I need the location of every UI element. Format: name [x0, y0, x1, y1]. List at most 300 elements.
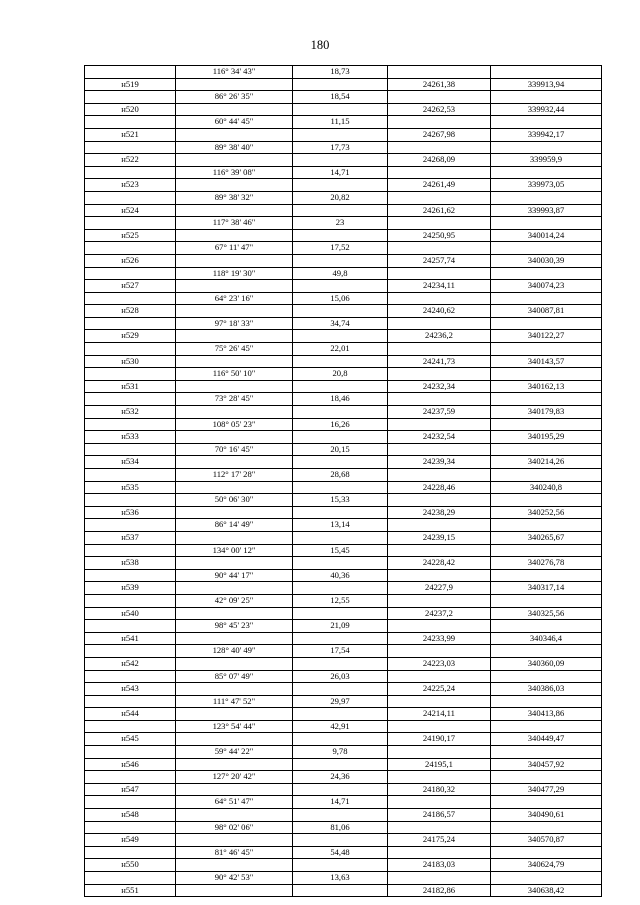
distance-cell	[293, 254, 388, 267]
point-cell	[85, 141, 176, 154]
point-cell	[85, 771, 176, 784]
y-coordinate-cell: 340346,4	[491, 632, 602, 645]
y-coordinate-cell	[491, 418, 602, 431]
angle-cell: 50° 06' 30"	[176, 494, 293, 507]
angle-cell	[176, 733, 293, 746]
point-cell	[85, 166, 176, 179]
y-coordinate-cell: 340325,56	[491, 607, 602, 620]
x-coordinate-cell: 24223,03	[388, 657, 491, 670]
y-coordinate-cell: 340317,14	[491, 582, 602, 595]
distance-cell: 18,46	[293, 393, 388, 406]
point-cell	[85, 292, 176, 305]
angle-cell	[176, 128, 293, 141]
angle-cell: 117° 38' 46"	[176, 217, 293, 230]
table-row	[85, 191, 602, 204]
table-row	[85, 569, 602, 582]
point-cell	[85, 368, 176, 381]
angle-cell	[176, 582, 293, 595]
x-coordinate-cell: 24239,15	[388, 531, 491, 544]
distance-cell	[293, 179, 388, 192]
point-cell: н545	[85, 733, 176, 746]
y-coordinate-cell	[491, 796, 602, 809]
point-cell: н535	[85, 481, 176, 494]
y-coordinate-cell	[491, 771, 602, 784]
table-row	[85, 116, 602, 129]
point-cell: н522	[85, 154, 176, 167]
point-cell	[85, 393, 176, 406]
x-coordinate-cell: 24268,09	[388, 154, 491, 167]
y-coordinate-cell	[491, 368, 602, 381]
x-coordinate-cell: 24228,46	[388, 481, 491, 494]
y-coordinate-cell: 340570,87	[491, 834, 602, 847]
point-cell	[85, 242, 176, 255]
y-coordinate-cell: 340014,24	[491, 229, 602, 242]
x-coordinate-cell: 24225,24	[388, 683, 491, 696]
table-row	[85, 66, 602, 79]
distance-cell: 20,82	[293, 191, 388, 204]
angle-cell	[176, 280, 293, 293]
angle-cell	[176, 355, 293, 368]
angle-cell: 128° 40' 49"	[176, 645, 293, 658]
point-cell: н528	[85, 305, 176, 318]
angle-cell	[176, 229, 293, 242]
angle-cell: 75° 26' 45"	[176, 343, 293, 356]
y-coordinate-cell	[491, 66, 602, 79]
table-row	[85, 481, 602, 494]
x-coordinate-cell: 24228,42	[388, 557, 491, 570]
x-coordinate-cell	[388, 91, 491, 104]
y-coordinate-cell: 340386,03	[491, 683, 602, 696]
y-coordinate-cell: 340413,86	[491, 708, 602, 721]
y-coordinate-cell	[491, 141, 602, 154]
table-row	[85, 683, 602, 696]
angle-cell	[176, 305, 293, 318]
angle-cell: 123° 54' 44"	[176, 720, 293, 733]
y-coordinate-cell	[491, 166, 602, 179]
point-cell	[85, 544, 176, 557]
y-coordinate-cell: 339932,44	[491, 103, 602, 116]
x-coordinate-cell: 24241,73	[388, 355, 491, 368]
x-coordinate-cell	[388, 519, 491, 532]
point-cell	[85, 594, 176, 607]
x-coordinate-cell	[388, 66, 491, 79]
point-cell	[85, 191, 176, 204]
point-cell	[85, 645, 176, 658]
distance-cell	[293, 154, 388, 167]
y-coordinate-cell: 340276,78	[491, 557, 602, 570]
point-cell: н540	[85, 607, 176, 620]
table-row	[85, 557, 602, 570]
distance-cell	[293, 506, 388, 519]
point-cell	[85, 494, 176, 507]
angle-cell	[176, 154, 293, 167]
x-coordinate-cell: 24182,86	[388, 884, 491, 897]
table-row	[85, 343, 602, 356]
distance-cell	[293, 859, 388, 872]
table-row	[85, 368, 602, 381]
x-coordinate-cell: 24232,54	[388, 431, 491, 444]
table-row	[85, 720, 602, 733]
distance-cell	[293, 431, 388, 444]
x-coordinate-cell	[388, 872, 491, 885]
table-row	[85, 355, 602, 368]
point-cell: н521	[85, 128, 176, 141]
table-row	[85, 380, 602, 393]
angle-cell	[176, 481, 293, 494]
y-coordinate-cell	[491, 116, 602, 129]
point-cell	[85, 746, 176, 759]
x-coordinate-cell: 24240,62	[388, 305, 491, 318]
point-cell: н551	[85, 884, 176, 897]
point-cell: н520	[85, 103, 176, 116]
point-cell	[85, 620, 176, 633]
angle-cell: 81° 46' 45"	[176, 846, 293, 859]
point-cell: н549	[85, 834, 176, 847]
angle-cell: 116° 34' 43"	[176, 66, 293, 79]
y-coordinate-cell: 340074,23	[491, 280, 602, 293]
x-coordinate-cell	[388, 191, 491, 204]
table-row	[85, 141, 602, 154]
angle-cell: 118° 19' 30"	[176, 267, 293, 280]
angle-cell	[176, 557, 293, 570]
x-coordinate-cell	[388, 469, 491, 482]
x-coordinate-cell: 24238,29	[388, 506, 491, 519]
distance-cell: 34,74	[293, 317, 388, 330]
x-coordinate-cell	[388, 720, 491, 733]
distance-cell	[293, 708, 388, 721]
angle-cell: 85° 07' 49"	[176, 670, 293, 683]
table-row	[85, 859, 602, 872]
x-coordinate-cell	[388, 645, 491, 658]
point-cell: н537	[85, 531, 176, 544]
table-row	[85, 872, 602, 885]
y-coordinate-cell: 340477,29	[491, 783, 602, 796]
x-coordinate-cell	[388, 141, 491, 154]
distance-cell: 20,15	[293, 443, 388, 456]
distance-cell: 81,06	[293, 821, 388, 834]
distance-cell: 15,33	[293, 494, 388, 507]
point-cell: н534	[85, 456, 176, 469]
distance-cell: 26,03	[293, 670, 388, 683]
y-coordinate-cell	[491, 695, 602, 708]
distance-cell: 40,36	[293, 569, 388, 582]
y-coordinate-cell	[491, 217, 602, 230]
distance-cell: 24,36	[293, 771, 388, 784]
y-coordinate-cell: 340457,92	[491, 758, 602, 771]
distance-cell: 12,55	[293, 594, 388, 607]
table-row	[85, 443, 602, 456]
point-cell: н530	[85, 355, 176, 368]
table-row	[85, 431, 602, 444]
distance-cell: 42,91	[293, 720, 388, 733]
x-coordinate-cell	[388, 418, 491, 431]
point-cell	[85, 846, 176, 859]
x-coordinate-cell: 24267,98	[388, 128, 491, 141]
distance-cell	[293, 557, 388, 570]
angle-cell	[176, 783, 293, 796]
point-cell: н527	[85, 280, 176, 293]
x-coordinate-cell: 24233,99	[388, 632, 491, 645]
table-row	[85, 846, 602, 859]
distance-cell: 18,54	[293, 91, 388, 104]
angle-cell: 98° 45' 23"	[176, 620, 293, 633]
y-coordinate-cell	[491, 569, 602, 582]
y-coordinate-cell: 340490,61	[491, 809, 602, 822]
point-cell: н544	[85, 708, 176, 721]
table-row	[85, 506, 602, 519]
angle-cell	[176, 708, 293, 721]
distance-cell	[293, 758, 388, 771]
x-coordinate-cell	[388, 443, 491, 456]
table-row	[85, 242, 602, 255]
x-coordinate-cell	[388, 217, 491, 230]
table-row	[85, 632, 602, 645]
table-row	[85, 179, 602, 192]
y-coordinate-cell	[491, 544, 602, 557]
table-row	[85, 821, 602, 834]
table-row	[85, 330, 602, 343]
angle-cell	[176, 809, 293, 822]
point-cell	[85, 670, 176, 683]
distance-cell	[293, 607, 388, 620]
distance-cell	[293, 128, 388, 141]
distance-cell: 49,8	[293, 267, 388, 280]
table-row	[85, 733, 602, 746]
table-row	[85, 128, 602, 141]
angle-cell	[176, 103, 293, 116]
distance-cell: 13,63	[293, 872, 388, 885]
y-coordinate-cell	[491, 594, 602, 607]
distance-cell: 13,14	[293, 519, 388, 532]
point-cell: н550	[85, 859, 176, 872]
point-cell	[85, 66, 176, 79]
angle-cell: 73° 28' 45"	[176, 393, 293, 406]
angle-cell: 67° 11' 47"	[176, 242, 293, 255]
y-coordinate-cell	[491, 872, 602, 885]
angle-cell: 111° 47' 52"	[176, 695, 293, 708]
y-coordinate-cell: 340179,83	[491, 406, 602, 419]
x-coordinate-cell	[388, 620, 491, 633]
angle-cell	[176, 179, 293, 192]
table-row	[85, 645, 602, 658]
distance-cell: 11,15	[293, 116, 388, 129]
table-row	[85, 280, 602, 293]
x-coordinate-cell: 24190,17	[388, 733, 491, 746]
distance-cell	[293, 657, 388, 670]
distance-cell	[293, 683, 388, 696]
y-coordinate-cell	[491, 620, 602, 633]
point-cell: н543	[85, 683, 176, 696]
angle-cell: 64° 51' 47"	[176, 796, 293, 809]
table-row	[85, 154, 602, 167]
table-row	[85, 607, 602, 620]
distance-cell	[293, 355, 388, 368]
point-cell	[85, 796, 176, 809]
y-coordinate-cell	[491, 846, 602, 859]
y-coordinate-cell	[491, 317, 602, 330]
table-row	[85, 708, 602, 721]
angle-cell: 64° 23' 16"	[176, 292, 293, 305]
y-coordinate-cell	[491, 292, 602, 305]
distance-cell: 20,8	[293, 368, 388, 381]
angle-cell	[176, 657, 293, 670]
point-cell: н531	[85, 380, 176, 393]
table-row	[85, 78, 602, 91]
y-coordinate-cell: 340122,27	[491, 330, 602, 343]
x-coordinate-cell	[388, 544, 491, 557]
point-cell: н526	[85, 254, 176, 267]
table-row	[85, 594, 602, 607]
angle-cell: 70° 16' 45"	[176, 443, 293, 456]
distance-cell	[293, 531, 388, 544]
x-coordinate-cell: 24183,03	[388, 859, 491, 872]
y-coordinate-cell: 340638,42	[491, 884, 602, 897]
x-coordinate-cell: 24250,95	[388, 229, 491, 242]
distance-cell: 21,09	[293, 620, 388, 633]
table-row	[85, 317, 602, 330]
table-row	[85, 884, 602, 897]
point-cell	[85, 317, 176, 330]
point-cell	[85, 469, 176, 482]
point-cell	[85, 343, 176, 356]
distance-cell: 15,45	[293, 544, 388, 557]
table-row	[85, 305, 602, 318]
y-coordinate-cell: 339942,17	[491, 128, 602, 141]
angle-cell: 97° 18' 33"	[176, 317, 293, 330]
y-coordinate-cell: 340449,47	[491, 733, 602, 746]
distance-cell	[293, 582, 388, 595]
angle-cell: 86° 14' 49"	[176, 519, 293, 532]
table-row	[85, 519, 602, 532]
point-cell	[85, 91, 176, 104]
distance-cell: 17,54	[293, 645, 388, 658]
distance-cell: 28,68	[293, 469, 388, 482]
y-coordinate-cell: 340265,67	[491, 531, 602, 544]
x-coordinate-cell	[388, 368, 491, 381]
table-row	[85, 670, 602, 683]
angle-cell: 60° 44' 45"	[176, 116, 293, 129]
table-row	[85, 531, 602, 544]
distance-cell	[293, 305, 388, 318]
x-coordinate-cell	[388, 494, 491, 507]
point-cell: н539	[85, 582, 176, 595]
point-cell	[85, 872, 176, 885]
x-coordinate-cell	[388, 317, 491, 330]
point-cell	[85, 116, 176, 129]
x-coordinate-cell	[388, 746, 491, 759]
table-row	[85, 771, 602, 784]
angle-cell	[176, 456, 293, 469]
table-row	[85, 620, 602, 633]
point-cell: н547	[85, 783, 176, 796]
y-coordinate-cell: 339973,05	[491, 179, 602, 192]
x-coordinate-cell: 24234,11	[388, 280, 491, 293]
table-row	[85, 746, 602, 759]
distance-cell	[293, 834, 388, 847]
table-row	[85, 254, 602, 267]
page-number: 180	[310, 38, 330, 52]
distance-cell: 14,71	[293, 796, 388, 809]
table-row	[85, 796, 602, 809]
angle-cell	[176, 380, 293, 393]
distance-cell	[293, 280, 388, 293]
table-row	[85, 783, 602, 796]
point-cell	[85, 821, 176, 834]
distance-cell: 9,78	[293, 746, 388, 759]
x-coordinate-cell	[388, 393, 491, 406]
point-cell	[85, 267, 176, 280]
x-coordinate-cell: 24237,2	[388, 607, 491, 620]
table-row	[85, 418, 602, 431]
x-coordinate-cell: 24261,38	[388, 78, 491, 91]
angle-cell	[176, 406, 293, 419]
x-coordinate-cell: 24186,57	[388, 809, 491, 822]
x-coordinate-cell	[388, 821, 491, 834]
x-coordinate-cell	[388, 771, 491, 784]
angle-cell	[176, 834, 293, 847]
angle-cell: 127° 20' 42"	[176, 771, 293, 784]
y-coordinate-cell: 339993,87	[491, 204, 602, 217]
angle-cell: 98° 02' 06"	[176, 821, 293, 834]
x-coordinate-cell	[388, 116, 491, 129]
table-row	[85, 292, 602, 305]
y-coordinate-cell: 340087,81	[491, 305, 602, 318]
distance-cell	[293, 204, 388, 217]
distance-cell: 22,01	[293, 343, 388, 356]
table-row	[85, 469, 602, 482]
table-row	[85, 456, 602, 469]
table-row	[85, 494, 602, 507]
y-coordinate-cell: 340624,79	[491, 859, 602, 872]
table-row	[85, 809, 602, 822]
y-coordinate-cell: 340240,8	[491, 481, 602, 494]
y-coordinate-cell	[491, 91, 602, 104]
coordinates-table-body	[85, 66, 602, 897]
angle-cell	[176, 859, 293, 872]
x-coordinate-cell	[388, 292, 491, 305]
distance-cell: 29,97	[293, 695, 388, 708]
y-coordinate-cell: 340030,39	[491, 254, 602, 267]
point-cell	[85, 569, 176, 582]
distance-cell: 17,52	[293, 242, 388, 255]
angle-cell	[176, 632, 293, 645]
table-row	[85, 393, 602, 406]
point-cell	[85, 720, 176, 733]
point-cell: н536	[85, 506, 176, 519]
table-row	[85, 204, 602, 217]
distance-cell: 23	[293, 217, 388, 230]
table-row	[85, 267, 602, 280]
distance-cell	[293, 103, 388, 116]
y-coordinate-cell: 340214,26	[491, 456, 602, 469]
angle-cell	[176, 506, 293, 519]
x-coordinate-cell	[388, 569, 491, 582]
distance-cell: 14,71	[293, 166, 388, 179]
y-coordinate-cell	[491, 494, 602, 507]
distance-cell	[293, 481, 388, 494]
x-coordinate-cell	[388, 846, 491, 859]
x-coordinate-cell: 24227,9	[388, 582, 491, 595]
distance-cell	[293, 783, 388, 796]
point-cell: н519	[85, 78, 176, 91]
y-coordinate-cell	[491, 821, 602, 834]
point-cell: н523	[85, 179, 176, 192]
table-row	[85, 758, 602, 771]
table-row	[85, 166, 602, 179]
x-coordinate-cell: 24257,74	[388, 254, 491, 267]
x-coordinate-cell: 24232,34	[388, 380, 491, 393]
y-coordinate-cell	[491, 191, 602, 204]
